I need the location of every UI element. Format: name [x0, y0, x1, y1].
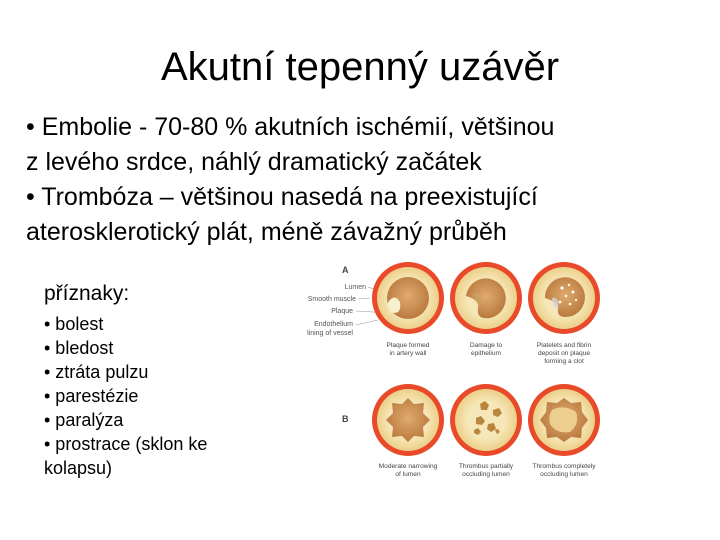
panel-b-label: B	[342, 414, 349, 424]
caption-a3-line3: forming a clot	[544, 358, 584, 365]
text-line: z levého srdce, náhlý dramatický začátek	[26, 148, 482, 176]
main-text-block	[26, 110, 706, 250]
symptom-item: • paralýza	[44, 410, 124, 430]
caption-b2-line1: Thrombus partially	[458, 463, 514, 470]
text-line: • Embolie - 70-80 % akutních ischémií, většinou	[26, 113, 555, 141]
symptom-item: • prostrace (sklon ke kolapsu)	[44, 434, 208, 478]
artery-b1	[372, 384, 444, 456]
caption-b1-line2: of lumen	[395, 471, 421, 478]
label-endothelium-2: lining of vessel	[307, 330, 353, 337]
caption-a2-line2: epithelium	[470, 350, 502, 357]
symptom-item: • ztráta pulzu	[44, 362, 149, 382]
panel-a-label: A	[342, 265, 349, 275]
caption-a3-line1: Platelets and fibrin	[536, 342, 592, 349]
artery-b3	[528, 384, 600, 456]
label-endothelium: Endothelium	[314, 321, 353, 328]
caption-a3-line2: deposit on plaque	[537, 350, 591, 357]
symptoms-list	[44, 312, 274, 480]
artery-figure-svg	[290, 258, 620, 498]
symptom-item: • bledost	[44, 338, 114, 358]
artery-a3	[528, 262, 600, 334]
symptoms-heading: příznaky:	[44, 282, 130, 305]
symptom-item: • parestézie	[44, 386, 139, 406]
caption-a1-line2: in artery wall	[389, 350, 427, 357]
artery-b2	[450, 384, 522, 456]
artery-a2	[450, 262, 522, 334]
text-line: • Trombóza – většinou nasedá na preexistující	[26, 183, 538, 211]
caption-a2-line1: Damage to	[469, 342, 503, 349]
text-line: aterosklerotický plát, méně závažný průběh	[26, 218, 507, 246]
caption-b1-line1: Moderate narrowing	[378, 463, 438, 470]
slide-title: Akutní tepenný uzávěr	[160, 45, 560, 89]
caption-a1-line1: Plaque formed	[386, 342, 430, 349]
label-smooth-muscle: Smooth muscle	[307, 296, 356, 303]
artery-occlusion-illustration	[290, 258, 620, 498]
caption-b3-line1: Thrombus completely	[532, 463, 596, 470]
caption-b3-line2: occluding lumen	[540, 471, 588, 478]
label-plaque: Plaque	[331, 308, 353, 315]
label-lumen: Lumen	[344, 284, 366, 291]
artery-a1	[372, 262, 444, 334]
symptom-item: • bolest	[44, 314, 104, 334]
caption-b2-line2: occluding lumen	[462, 471, 510, 478]
